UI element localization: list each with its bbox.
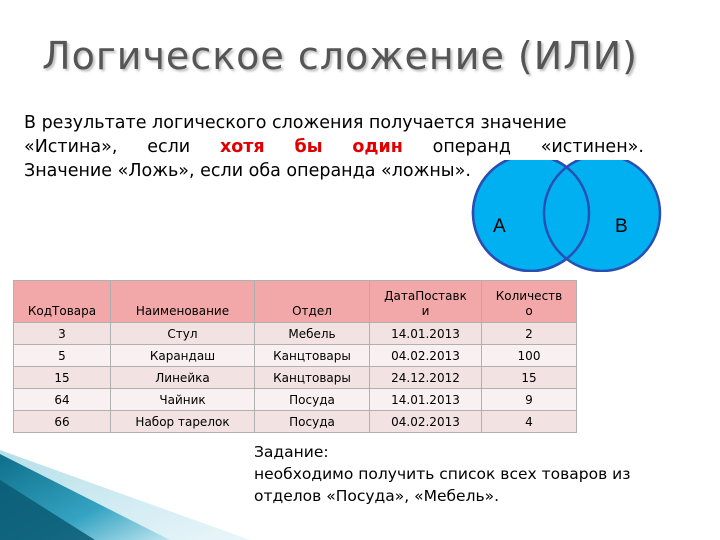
header-delivery-date: Дата​Поставк и bbox=[370, 281, 482, 323]
cell-quantity: 100 bbox=[482, 345, 577, 367]
cell-code: 3 bbox=[14, 323, 111, 345]
venn-circle-b bbox=[544, 160, 660, 271]
venn-label-b: B bbox=[615, 216, 628, 237]
highlight-word: хотя bbox=[219, 137, 265, 157]
task-label: Задание: bbox=[254, 443, 329, 461]
goods-table bbox=[13, 280, 577, 433]
decorative-swoosh bbox=[0, 450, 260, 540]
cell-code: 64 bbox=[14, 389, 111, 411]
cell-date: 04.02.2013 bbox=[370, 411, 482, 433]
cell-date: 24.12.2012 bbox=[370, 367, 482, 389]
header-quantity: Количеств о bbox=[482, 281, 577, 323]
cell-department: Посуда bbox=[255, 411, 370, 433]
cell-code: 5 bbox=[14, 345, 111, 367]
table-header-row bbox=[14, 281, 577, 323]
cell-quantity: 4 bbox=[482, 411, 577, 433]
cell-quantity: 9 bbox=[482, 389, 577, 411]
cell-department: Посуда bbox=[255, 389, 370, 411]
cell-name: Чайник bbox=[111, 389, 255, 411]
slide-title: Логическое сложение (ИЛИ) bbox=[42, 34, 638, 78]
cell-department: Мебель bbox=[255, 323, 370, 345]
task-block bbox=[254, 441, 630, 507]
cell-department: Канцтовары bbox=[255, 367, 370, 389]
cell-date: 14.01.2013 bbox=[370, 389, 482, 411]
venn-diagram bbox=[468, 160, 668, 272]
table-row bbox=[14, 345, 577, 367]
paragraph-word: операнд bbox=[432, 137, 511, 157]
cell-date: 14.01.2013 bbox=[370, 323, 482, 345]
paragraph-line-2 bbox=[24, 136, 644, 158]
cell-quantity: 15 bbox=[482, 367, 577, 389]
highlight-word: один bbox=[352, 137, 403, 157]
cell-date: 04.02.2013 bbox=[370, 345, 482, 367]
cell-code: 66 bbox=[14, 411, 111, 433]
cell-quantity: 2 bbox=[482, 323, 577, 345]
cell-name: Карандаш bbox=[111, 345, 255, 367]
table-row bbox=[14, 323, 577, 345]
task-line-2: отделов «Посуда», «Мебель». bbox=[254, 487, 500, 505]
task-line-1: необходимо получить список всех товаров из bbox=[254, 465, 631, 483]
cell-name: Линейка bbox=[111, 367, 255, 389]
cell-code: 15 bbox=[14, 367, 111, 389]
header-name: Наименование bbox=[111, 281, 255, 323]
table-row bbox=[14, 389, 577, 411]
paragraph-word: «истинен». bbox=[540, 137, 644, 157]
paragraph-line-1: В результате логического сложения получается значение bbox=[24, 113, 567, 133]
table-row bbox=[14, 411, 577, 433]
highlight-word: бы bbox=[294, 137, 323, 157]
table-row bbox=[14, 367, 577, 389]
paragraph-word: «Истина», bbox=[24, 137, 118, 157]
header-code: КодТовара bbox=[14, 281, 111, 323]
paragraph-line-3: Значение «Ложь», если оба операнда «ложны». bbox=[24, 161, 471, 181]
cell-name: Набор тарелок bbox=[111, 411, 255, 433]
paragraph-word: если bbox=[147, 137, 191, 157]
cell-name: Стул bbox=[111, 323, 255, 345]
header-department: Отдел bbox=[255, 281, 370, 323]
cell-department: Канцтовары bbox=[255, 345, 370, 367]
venn-label-a: A bbox=[493, 216, 506, 237]
